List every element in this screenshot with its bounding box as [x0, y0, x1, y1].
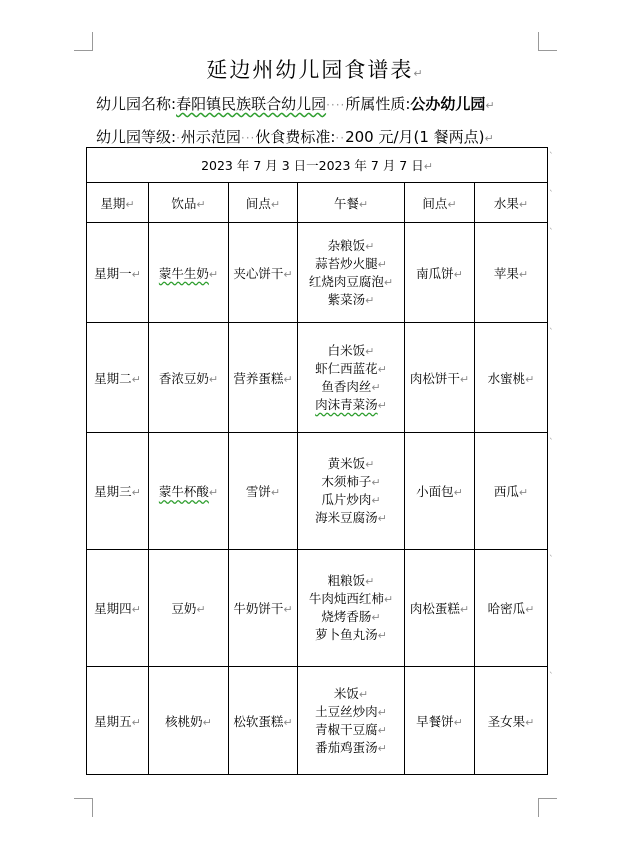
page-corner-mark-top-left — [74, 32, 93, 51]
lunch-item: 番茄鸡蛋汤↵ — [315, 739, 387, 755]
drink-cell: 香浓豆奶↵ — [149, 323, 229, 433]
header-cell: 水果↵ — [475, 183, 548, 223]
header-cell: 间点↵ — [229, 183, 298, 223]
lunch-item: 米饭↵ — [333, 685, 369, 701]
drink-cell: 蒙牛生奶↵ — [149, 223, 229, 323]
lunch-item: 鱼香肉丝↵ — [321, 378, 381, 394]
lunch-item: 烧烤香肠↵ — [321, 609, 381, 624]
day-cell: 星期五↵ — [87, 667, 149, 775]
lunch-item: 杂粮饭↵ — [327, 237, 375, 253]
drink-cell: 核桃奶↵ — [149, 667, 229, 775]
document-title: 延边州幼儿园食谱表↵ — [206, 58, 425, 82]
date-range-row — [87, 148, 548, 183]
lunch-item: 牛肉炖西红柿↵ — [308, 591, 394, 606]
row-end-mark: ˋ — [549, 152, 554, 162]
row-end-mark: ˋ — [549, 228, 554, 238]
snack-cell: 南瓜饼↵ — [405, 223, 475, 323]
page-corner-mark-bottom-right — [538, 798, 557, 817]
kindergarten-name-value: 春阳镇民族联合幼儿园 — [176, 95, 327, 113]
drink-cell: 豆奶↵ — [149, 550, 229, 667]
lunch-cell — [298, 550, 405, 667]
fruit-cell: 圣女果↵ — [475, 667, 548, 775]
nature-label: 所属性质: — [345, 95, 411, 113]
lunch-item: 紫菜汤↵ — [327, 291, 375, 307]
day-cell: 星期一↵ — [87, 223, 149, 323]
fruit-cell: 西瓜↵ — [475, 433, 548, 550]
fee-label: 伙食费标准: — [255, 128, 336, 146]
lunch-cell — [298, 667, 405, 775]
level-value: 州示范园 — [180, 128, 241, 146]
header-cell: 星期↵ — [87, 183, 149, 223]
row-end-mark: ˋ — [549, 438, 554, 448]
snack-cell: 牛奶饼干↵ — [229, 550, 298, 667]
lunch-item: 粗粮饭↵ — [327, 573, 375, 588]
menu-table — [86, 147, 548, 775]
page-corner-mark-top-right — [538, 32, 557, 51]
snack-cell: 松软蛋糕↵ — [229, 667, 298, 775]
lunch-item: 木须柿子↵ — [321, 474, 381, 489]
info-line-1: 幼儿园名称:春阳镇民族联合幼儿园····所属性质:公办幼儿园↵ — [96, 95, 495, 113]
snack-cell: 早餐饼↵ — [405, 667, 475, 775]
drink-cell: 蒙牛杯酸↵ — [149, 433, 229, 550]
lunch-cell — [298, 323, 405, 433]
table-row — [87, 550, 548, 667]
fruit-cell: 苹果↵ — [475, 223, 548, 323]
lunch-item: 瓜片炒肉↵ — [321, 492, 381, 507]
row-end-mark: ˋ — [549, 328, 554, 338]
row-end-mark: ˋ — [549, 672, 554, 682]
table-row — [87, 223, 548, 323]
row-end-mark: ˋ — [549, 190, 554, 200]
lunch-item: 青椒干豆腐↵ — [315, 721, 387, 737]
lunch-item: 黄米饭↵ — [327, 456, 375, 471]
header-cell: 午餐↵ — [298, 183, 405, 223]
snack-cell: 雪饼↵ — [229, 433, 298, 550]
kindergarten-name-label: 幼儿园名称: — [96, 95, 177, 113]
table-row — [87, 667, 548, 775]
day-cell: 星期三↵ — [87, 433, 149, 550]
fee-value: 200 元/月(1 餐两点) — [345, 128, 485, 146]
snack-cell: 营养蛋糕↵ — [229, 323, 298, 433]
day-cell: 星期四↵ — [87, 550, 149, 667]
lunch-cell — [298, 223, 405, 323]
info-line-2: 幼儿园等级:·州示范园···伙食费标准:··200 元/月(1 餐两点)↵ — [96, 128, 494, 146]
nature-value: 公办幼儿园 — [410, 95, 486, 113]
fruit-cell: 哈密瓜↵ — [475, 550, 548, 667]
lunch-item: 萝卜鱼丸汤↵ — [315, 627, 387, 642]
level-label: 幼儿园等级: — [96, 128, 177, 146]
date-range-cell: 2023 年 7 月 3 日一2023 年 7 月 7 日↵ — [87, 148, 548, 183]
header-cell: 饮品↵ — [149, 183, 229, 223]
lunch-cell — [298, 433, 405, 550]
table-row — [87, 323, 548, 433]
snack-cell: 肉松饼干↵ — [405, 323, 475, 433]
day-cell: 星期二↵ — [87, 323, 149, 433]
lunch-item: 肉沫青菜汤↵ — [315, 396, 387, 412]
snack-cell: 夹心饼干↵ — [229, 223, 298, 323]
lunch-item: 虾仁西蓝花↵ — [315, 360, 387, 376]
row-end-mark: ˋ — [549, 555, 554, 565]
page-corner-mark-bottom-left — [74, 798, 93, 817]
snack-cell: 小面包↵ — [405, 433, 475, 550]
header-cell: 间点↵ — [405, 183, 475, 223]
table-row — [87, 433, 548, 550]
lunch-item: 红烧肉豆腐泡↵ — [308, 273, 394, 289]
fruit-cell: 水蜜桃↵ — [475, 323, 548, 433]
lunch-item: 土豆丝炒肉↵ — [315, 703, 387, 719]
snack-cell: 肉松蛋糕↵ — [405, 550, 475, 667]
lunch-item: 白米饭↵ — [327, 342, 375, 358]
lunch-item: 蒜苔炒火腿↵ — [315, 255, 387, 271]
header-row — [87, 183, 548, 223]
lunch-item: 海米豆腐汤↵ — [315, 510, 387, 525]
